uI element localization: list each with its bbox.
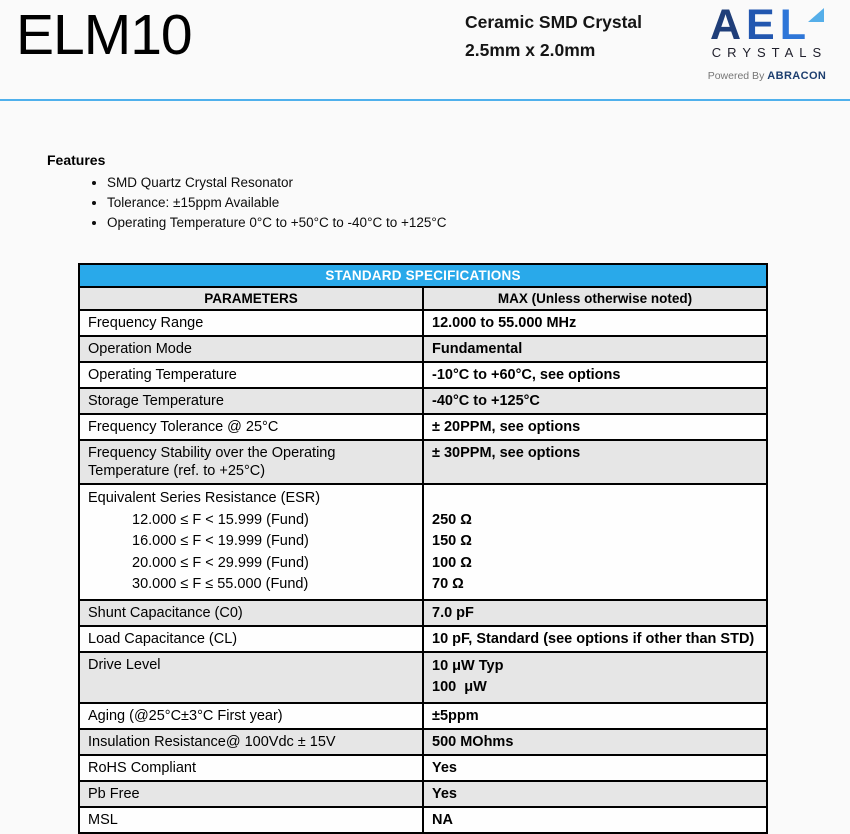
ael-logo-wordmark — [692, 1, 842, 49]
param-cell: Operating Temperature — [79, 362, 423, 388]
spec-row — [79, 652, 767, 703]
param-cell: Aging (@25°C±3°C First year) — [79, 703, 423, 729]
spec-row — [79, 807, 767, 833]
table-title-row — [79, 264, 767, 287]
value-cell: 12.000 to 55.000 MHz — [423, 310, 767, 336]
cell-line: 250 Ω — [432, 511, 472, 528]
feature-item: • Tolerance: ±15ppm Available — [107, 193, 850, 213]
param-cell: Shunt Capacitance (C0) — [79, 600, 423, 626]
param-cell: Insulation Resistance@ 100Vdc ± 15V — [79, 729, 423, 755]
cell-line: 12.000 ≤ F < 15.999 (Fund) — [132, 511, 309, 528]
features-section — [47, 152, 850, 233]
logo-letter-l: L — [779, 1, 812, 49]
spec-table-body — [79, 310, 767, 833]
page-header — [0, 0, 850, 100]
value-cell: -40°C to +125°C — [423, 388, 767, 414]
spec-row — [79, 781, 767, 807]
cell-line — [432, 488, 758, 510]
cell-line: 30.000 ≤ F ≤ 55.000 (Fund) — [132, 576, 309, 592]
subtitle-line1: Ceramic SMD Crystal — [465, 12, 643, 32]
cell-line: 100 Ω — [432, 554, 472, 571]
spec-row — [79, 484, 767, 600]
spec-row — [79, 336, 767, 362]
param-cell: Storage Temperature — [79, 388, 423, 414]
logo-letter-e: E — [746, 1, 780, 49]
value-cell: -10°C to +60°C, see options — [423, 362, 767, 388]
spec-row — [79, 388, 767, 414]
powered-by-abracon — [692, 70, 842, 82]
spec-row — [79, 414, 767, 440]
param-cell — [79, 484, 423, 600]
spec-row — [79, 626, 767, 652]
spec-row — [79, 600, 767, 626]
features-list — [47, 173, 850, 233]
product-name: ELM10 — [16, 3, 192, 67]
param-cell: Frequency Stability over the Operating Temperature (ref. to +25°C) — [79, 440, 423, 484]
table-title: STANDARD SPECIFICATIONS — [79, 264, 767, 287]
value-cell: 10 pF, Standard (see options if other than STD) — [423, 626, 767, 652]
param-cell: Frequency Range — [79, 310, 423, 336]
spec-row — [79, 755, 767, 781]
value-cell: Yes — [423, 755, 767, 781]
value-cell: ± 30PPM, see options — [423, 440, 767, 484]
spec-row — [79, 703, 767, 729]
param-cell: Pb Free — [79, 781, 423, 807]
param-cell: Load Capacitance (CL) — [79, 626, 423, 652]
cell-line: 150 Ω — [432, 533, 472, 549]
value-cell: Fundamental — [423, 336, 767, 362]
param-cell: MSL — [79, 807, 423, 833]
header-divider — [0, 99, 850, 101]
cell-line: 10 μW Typ — [432, 657, 504, 674]
param-cell: Drive Level — [79, 652, 423, 703]
value-cell: NA — [423, 807, 767, 833]
param-cell: RoHS Compliant — [79, 755, 423, 781]
feature-item: • Operating Temperature 0°C to +50°C to -40°C to +125°C — [107, 213, 850, 233]
spec-row — [79, 310, 767, 336]
feature-item: • SMD Quartz Crystal Resonator — [107, 173, 850, 193]
value-cell: ±5ppm — [423, 703, 767, 729]
features-title: Features — [47, 152, 106, 168]
col-header-max: MAX (Unless otherwise noted) — [423, 287, 767, 310]
subtitle-line2: 2.5mm x 2.0mm — [465, 40, 596, 60]
cell-line: 70 Ω — [432, 576, 464, 592]
cell-line: 20.000 ≤ F < 29.999 (Fund) — [132, 554, 309, 571]
product-subtitle — [465, 8, 642, 64]
value-cell: 500 MOhms — [423, 729, 767, 755]
spec-row — [79, 729, 767, 755]
cell-line: 100 μW — [432, 679, 487, 695]
spec-row — [79, 440, 767, 484]
param-cell: Operation Mode — [79, 336, 423, 362]
abracon-brand: ABRACON — [767, 70, 827, 82]
value-cell: Yes — [423, 781, 767, 807]
cell-line: Equivalent Series Resistance (ESR) — [88, 490, 321, 506]
value-cell: 7.0 pF — [423, 600, 767, 626]
col-header-parameters: PARAMETERS — [79, 287, 423, 310]
param-cell: Frequency Tolerance @ 25°C — [79, 414, 423, 440]
spec-row — [79, 362, 767, 388]
value-cell: ± 20PPM, see options — [423, 414, 767, 440]
spec-table — [78, 263, 768, 834]
cell-line: 16.000 ≤ F < 19.999 (Fund) — [132, 533, 309, 549]
logo-crystals-text: CRYSTALS — [711, 45, 828, 60]
ael-crystals-logo — [692, 1, 842, 82]
value-cell — [423, 484, 767, 600]
column-header-row — [79, 287, 767, 310]
powered-by-label: Powered By — [707, 70, 765, 82]
value-cell — [423, 652, 767, 703]
logo-letter-a: A — [709, 1, 747, 49]
